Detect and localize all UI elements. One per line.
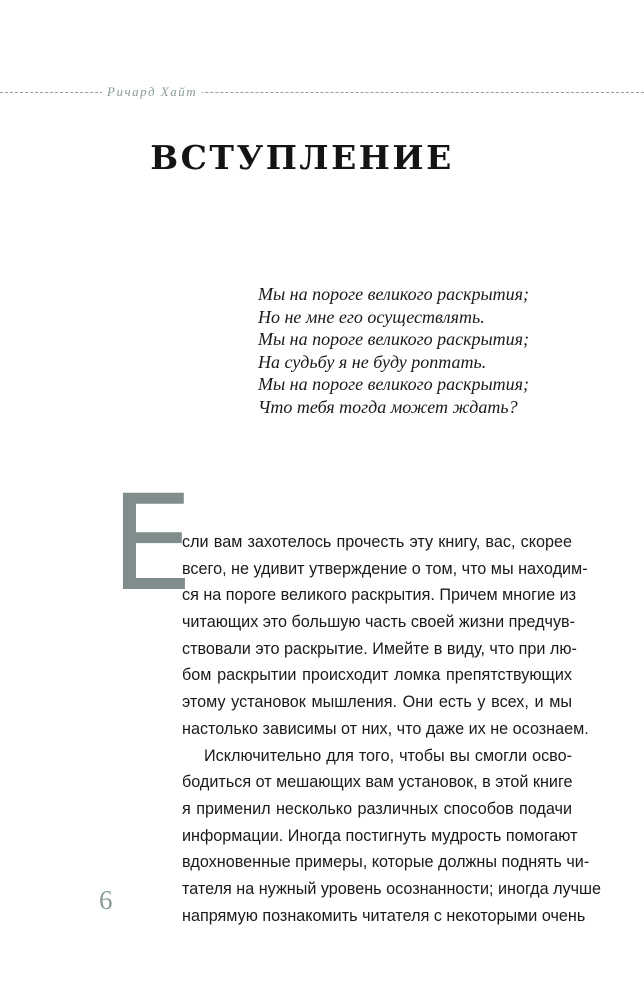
- body-line: тателя на нужный уровень осознанности; иногда лучше: [182, 879, 602, 898]
- body-text: [182, 529, 602, 929]
- body-line: ся на пороге великого раскрытия. Причем многие из: [182, 586, 577, 605]
- body-line: вдохновенные примеры, которые должны поднять чи-: [182, 853, 590, 872]
- body-line: ствовали это раскрытие. Имейте в виду, что при лю-: [182, 639, 577, 658]
- body-line: информации. Иногда постигнуть мудрость помогают: [182, 826, 578, 845]
- body-line: напрямую познакомить читателя с некоторыми очень: [182, 906, 586, 925]
- epigraph-line: Но не мне его осуществлять.: [258, 306, 485, 327]
- epigraph-line: Мы на пороге великого раскрытия;: [258, 284, 530, 304]
- running-head: Ричард Хайт: [102, 82, 202, 102]
- body-line: всего, не удивит утверждение о том, что мы находим-: [182, 559, 588, 578]
- body-line: этому установок мышления. Они есть у всех, и мы: [182, 693, 572, 712]
- epigraph: [258, 283, 598, 419]
- body-line: Исключительно для того, чтобы вы смогли осво-: [204, 746, 572, 765]
- body-line: я применил несколько различных способов подачи: [182, 799, 572, 818]
- drop-cap: Е: [110, 467, 194, 621]
- body-line: бом раскрытии происходит ломка препятствующих: [182, 666, 572, 685]
- epigraph-line: Мы на пороге великого раскрытия;: [258, 374, 530, 395]
- body-line: бодиться от мешающих вам установок, в этой книге: [182, 773, 573, 792]
- chapter-title: ВСТУПЛЕНИЕ: [150, 138, 454, 177]
- epigraph-line: Что тебя тогда может ждать?: [258, 396, 518, 417]
- page-number: 6: [99, 885, 113, 915]
- body-line: настолько зависимы от них, что даже их не осознаем.: [182, 719, 589, 738]
- body-line: читающих это большую часть своей жизни предчув-: [182, 613, 576, 632]
- epigraph-line: Мы на пороге великого раскрытия;: [258, 329, 530, 350]
- header-rule: [0, 92, 644, 93]
- body-line: сли вам захотелось прочесть эту книгу, вас, скорее: [182, 533, 572, 551]
- epigraph-line: На судьбу я не буду роптать.: [258, 351, 487, 372]
